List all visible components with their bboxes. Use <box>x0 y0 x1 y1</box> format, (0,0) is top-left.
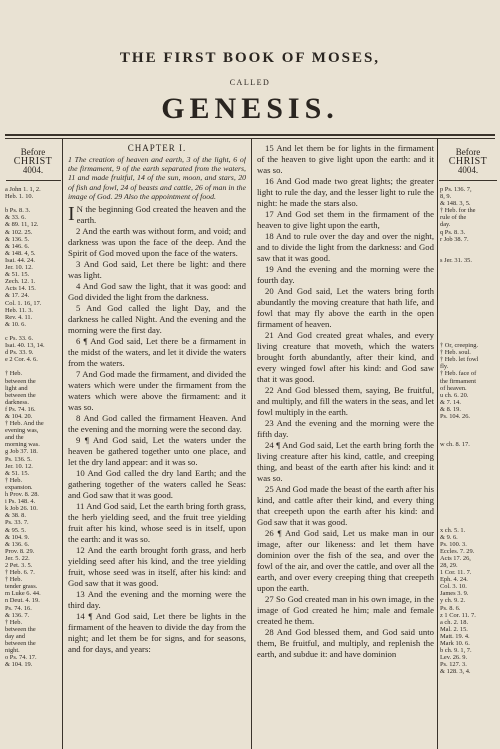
book-name: GENESIS. <box>161 92 339 125</box>
verse-left_text-6: 7 And God made the firmament, and divided the waters which were under the firmament from the waters which were above the firmament: and it was so. <box>68 369 246 413</box>
center-rule <box>251 139 252 749</box>
verse-right_text-5: 20 And God said, Let the waters bring forth abundantly the moving creature that hath life, and fowl that may fly above the earth in the open firmament of heaven. <box>257 286 434 329</box>
verse-right_text-11: 26 ¶ And God said, Let us make man in our image, after our likeness: and let them have dominion over the fish of the sea, and over the fowl of the air, and over the cattle, and over all the earth, and over every creeping thing that creepeth upon the earth. <box>257 528 434 593</box>
called-label: CALLED <box>229 78 271 87</box>
verse-right_text-10: 25 And God made the beast of the earth after his kind, and cattle after their kind, and every thing that creepeth upon the earth after his kind: and God saw that it was good. <box>257 484 434 527</box>
verse-left_text-0: I N the beginning God created the heaven and the earth. <box>68 203 246 226</box>
chapter-summary: 1 The creation of heaven and earth, 3 of the light, 6 of the firmament, 9 of the earth separated from the waters, 11 and made fruitful, 14 of the sun, moon, and stars, 20 of fish and fowl, 24 of beasts and cattle, 26 of man in the image of God. 29 Also the appointment of food. <box>68 155 246 201</box>
right-verses <box>257 143 434 660</box>
left-margin-references: a John 1. 1, 2. Heb. 1. 10. b Ps. 8. 3. & 33. 6. & 89. 11, 12. & 102. 25. & 136. 5. & 146. 6. & 148. 4, 5. Isai. 44. 24. Jer. 10. 12. & 51. 15. Zech. 12. 1. Acts 14. 15. & 17. 24. Col. 1. 16, 17. Heb. 11. 3. Rev. 4. 11. & 10. 6. c Ps. 33. 6. Isai. 40. 13, 14. d Ps. 33. 9. e 2 Cor. 4. 6. † Heb. between the light and between the darkness. f Ps. 74. 16. & 104. 20. † Heb. And the evening was, and the morning was. g Job 37. 18. Ps. 136. 5. Jer. 10. 12. & 51. 15. † Heb. expansion. h Prov. 8. 28. i Ps. 148. 4. k Job 26. 10. & 38. 8. Ps. 33. 7. & 95. 5. & 104. 9. & 136. 6. Prov. 8. 29. Jer. 5. 22. 2 Pet. 3. 5. † Heb. 6. 7. † Heb. tender grass. m Luke 6. 44. n Deut. 4. 19. Ps. 74. 16. & 136. 7. † Heb. between the day and between the night. o Ps. 74. 17. & 104. 19. <box>5 186 45 669</box>
verse-right_text-7: 22 And God blessed them, saying, Be fruitful, and multiply, and fill the waters in the seas, and let fowl multiply in the earth. <box>257 385 434 417</box>
verse-right_text-2: 17 And God set them in the firmament of the heaven to give light upon the earth, <box>257 209 434 230</box>
era-right <box>439 148 497 175</box>
verse-left_text-5: 6 ¶ And God said, Let there be a firmament in the midst of the waters, and let it divide the waters from the waters. <box>68 336 246 369</box>
verse-left_text-8: 9 ¶ And God said, Let the waters under the heaven be gathered together unto one place, and let the dry land appear: and it was so. <box>68 435 246 468</box>
verse-right_text-0: 15 And let them be for lights in the firmament of the heaven to give light upon the earth: and it was so. <box>257 143 434 175</box>
left-text-column <box>68 143 246 747</box>
right-margin-references: p Ps. 136. 7, 8, 9. & 148. 3, 5. † Heb. for the rule of the day. q Ps. 8. 3. r Job 38. 7. s Jer. 31. 35. † Or, creeping. † Heb. soul. † Heb. let fowl fly. † Heb. face of the firmament of heaven. u ch. 6. 20. & 7. 14. & 8. 19. Ps. 104. 26. w ch. 8. 17. x ch. 5. 1. & 9. 6. Ps. 100. 3. Eccles. 7. 29. Acts 17. 26, 28, 29. 1 Cor. 11. 7. Eph. 4. 24. Col. 3. 10. James 3. 9. y ch. 9. 2. Ps. 8. 6. z 1 Cor. 11. 7. a ch. 2. 18. Mal. 2. 15. Matt. 19. 4. Mark 10. 6. b ch. 9. 1, 7. Lev. 26. 9. Ps. 127. 3. & 128. 3, 4. <box>440 186 479 676</box>
era-left-year: 4004. <box>22 165 44 175</box>
right-text-column <box>257 143 434 747</box>
verse-left_text-12: 13 And the evening and the morning were the third day. <box>68 589 246 611</box>
verse-right_text-1: 16 And God made two great lights; the greater light to rule the day, and the lesser light to rule the night: he made the stars also. <box>257 176 434 208</box>
right-margin-rule <box>437 139 438 749</box>
left-verses <box>68 204 246 655</box>
verse-left_text-11: 12 And the earth brought forth grass, and herb yielding seed after his kind, and the tree yielding fruit, whose seed was in itself, after his kind: and God saw that it was good. <box>68 545 246 589</box>
drop-cap: I <box>68 203 75 226</box>
era-right-christ: CHRIST <box>448 156 488 167</box>
verse-left_text-13: 14 ¶ And God said, Let there be lights in the firmament of the heaven to divide the day from the night; and let them be for signs, and for seasons, and for days, and years: <box>68 611 246 655</box>
verse-right_text-4: 19 And the evening and the morning were the fourth day. <box>257 264 434 285</box>
era-right-before: Before <box>455 147 481 157</box>
left-margin-rule <box>62 139 63 749</box>
verse-right_text-6: 21 And God created great whales, and every living creature that moveth, which the waters brought forth abundantly, after their kind, and every winged fowl after his kind: and God saw that it was good. <box>257 330 434 384</box>
era-left-christ: CHRIST <box>13 156 53 167</box>
verse-left_text-10: 11 And God said, Let the earth bring forth grass, the herb yielding seed, and the fruit tree yielding fruit after his kind, whose seed is in itself, upon the earth: and it was so. <box>68 501 246 545</box>
era-right-year: 4004. <box>457 165 479 175</box>
era-left-before: Before <box>20 147 46 157</box>
verse-left_text-4: 5 And God called the light Day, and the darkness he called Night. And the evening and the morning were the first day. <box>68 303 246 336</box>
header-rule-top <box>5 134 495 136</box>
verse-left_text-7: 8 And God called the firmament Heaven. And the evening and the morning were the second day. <box>68 413 246 435</box>
header-rule-bottom <box>5 138 495 139</box>
verse-left_text-3: 4 And God saw the light, that it was good: and God divided the light from the darkness. <box>68 281 246 303</box>
verse-right_text-12: 27 So God created man in his own image, in the image of God created he him; male and female created he them. <box>257 594 434 626</box>
verse-right_text-13: 28 And God blessed them, and God said unto them, Be fruitful, and multiply, and replenish the earth, and subdue it: and have dominion <box>257 627 434 659</box>
era-left-rule <box>6 180 61 181</box>
verse-right_text-9: 24 ¶ And God said, Let the earth bring forth the living creature after his kind, cattle, and creeping thing, and beast of the earth after his kind: and it was so. <box>257 440 434 483</box>
verse-left_text-1: 2 And the earth was without form, and void; and darkness was upon the face of the deep. And the Spirit of God moved upon the face of the waters. <box>68 226 246 259</box>
verse-right_text-8: 23 And the evening and the morning were the fifth day. <box>257 418 434 439</box>
verse-right_text-3: 18 And to rule over the day and over the night, and to divide the light from the darkness: and God saw that it was good. <box>257 231 434 263</box>
verse-left_text-2: 3 And God said, Let there be light: and there was light. <box>68 259 246 281</box>
era-right-rule <box>439 180 497 181</box>
verse-left_text-9: 10 And God called the dry land Earth; and the gathering together of the waters called he Seas: and God saw that it was good. <box>68 468 246 501</box>
era-left <box>6 148 60 175</box>
book-title: THE FIRST BOOK OF MOSES, <box>119 50 381 66</box>
chapter-heading: CHAPTER I. <box>127 143 187 153</box>
